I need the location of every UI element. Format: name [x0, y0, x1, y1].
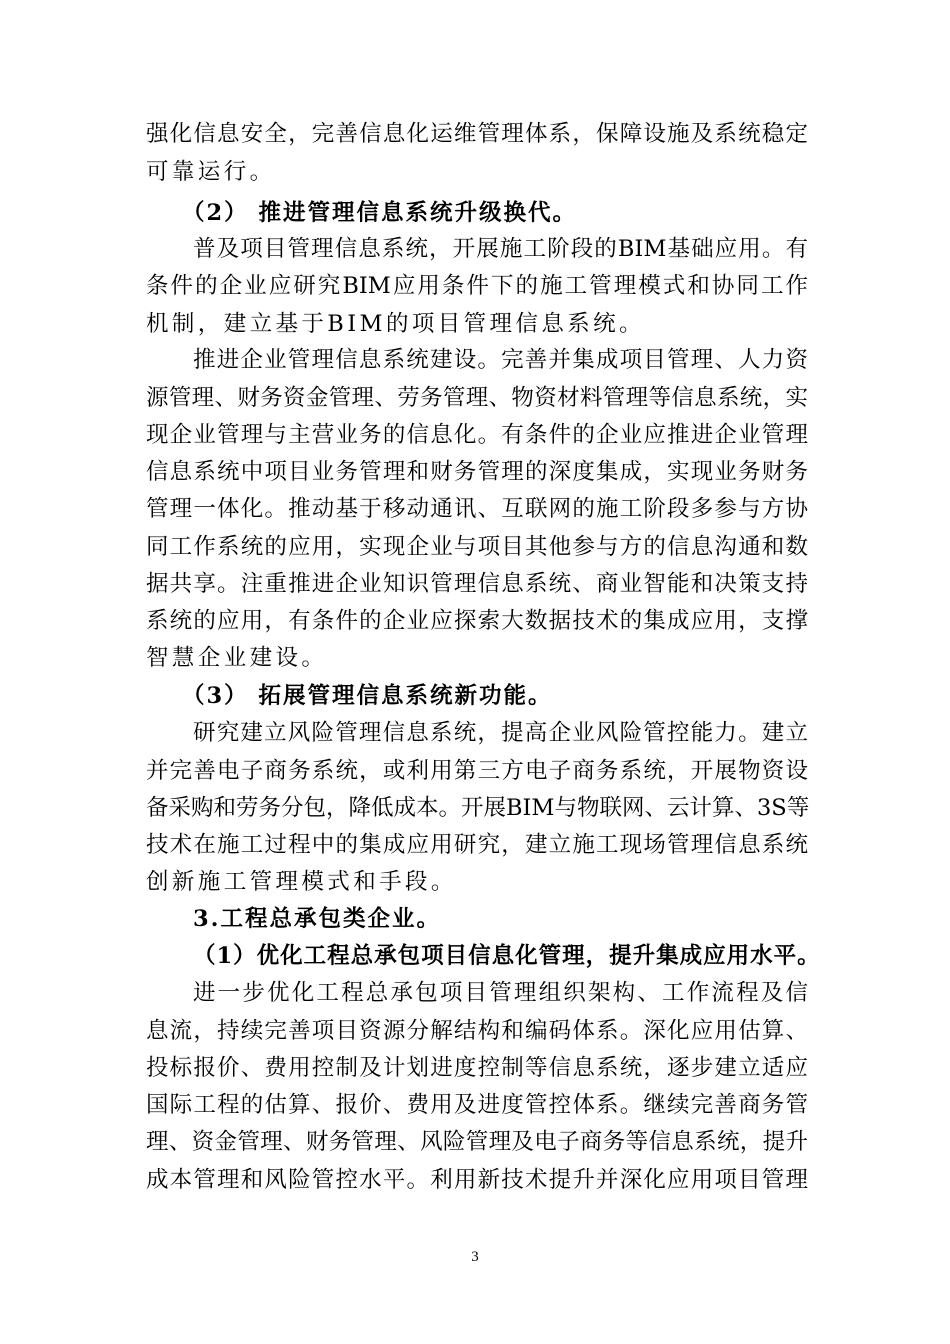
body-text-line: 管理一体化。推动基于移动通讯、互联网的施工阶段多参与方协 — [146, 496, 808, 522]
body-text-line: 成本管理和风险管控水平。利用新技术提升并深化应用项目管理 — [146, 1167, 808, 1193]
body-text-line: 信息系统中项目业务管理和财务管理的深度集成，实现业务财务 — [146, 459, 808, 485]
body-text-line: 条件的企业应研究BIM应用条件下的施工管理模式和协同工作 — [146, 273, 808, 299]
paragraph-first-line: 进一步优化工程总承包项目管理组织架构、工作流程及信 — [193, 980, 808, 1006]
body-text-line: 备采购和劳务分包，降低成本。开展BIM与物联网、云计算、3S等 — [146, 795, 810, 821]
page-number: 3 — [471, 1249, 479, 1265]
paragraph-first-line: 普及项目管理信息系统，开展施工阶段的BIM基础应用。有 — [193, 236, 808, 262]
body-text-line: 技术在施工过程中的集成应用研究，建立施工现场管理信息系统 — [146, 832, 808, 858]
body-text-line: 系统的应用，有条件的企业应探索大数据技术的集成应用，支撑 — [146, 608, 808, 634]
body-text-line: 息流，持续完善项目资源分解结构和编码体系。深化应用估算、 — [146, 1018, 808, 1044]
body-text-line: 可靠运行。 — [146, 159, 276, 185]
body-text-line: 理、资金管理、财务管理、风险管理及电子商务等信息系统，提升 — [146, 1129, 808, 1155]
body-text-line: 现企业管理与主营业务的信息化。有条件的企业应推进企业管理 — [146, 422, 808, 448]
section-heading: （3） 拓展管理信息系统新功能。 — [182, 683, 553, 709]
body-text-line: 同工作系统的应用，实现企业与项目其他参与方的信息沟通和数 — [146, 534, 808, 560]
paragraph-first-line: 推进企业管理信息系统建设。完善并集成项目管理、人力资 — [193, 347, 808, 373]
paragraph-first-line: 研究建立风险管理信息系统，提高企业风险管控能力。建立 — [193, 720, 808, 746]
body-text-line: 并完善电子商务系统，或利用第三方电子商务系统，开展物资设 — [146, 758, 808, 784]
section-heading: （2） 推进管理信息系统升级换代。 — [182, 200, 577, 226]
section-heading: 3.工程总承包类企业。 — [193, 906, 441, 932]
body-text-line: 强化信息安全，完善信息化运维管理体系，保障设施及系统稳定 — [146, 121, 808, 147]
body-text-line: 智慧企业建设。 — [146, 645, 328, 671]
subsection-heading: （1）优化工程总承包项目信息化管理，提升集成应用水平。 — [193, 943, 821, 969]
body-text-line: 机制，建立基于BIM的项目管理信息系统。 — [146, 311, 645, 337]
body-text-line: 据共享。注重推进企业知识管理信息系统、商业智能和决策支持 — [146, 571, 808, 597]
body-text-line: 国际工程的估算、报价、费用及进度管控体系。继续完善商务管 — [146, 1092, 808, 1118]
body-text-line: 投标报价、费用控制及计划进度控制等信息系统，逐步建立适应 — [146, 1055, 808, 1081]
body-text-line: 源管理、财务资金管理、劳务管理、物资材料管理等信息系统，实 — [146, 385, 808, 411]
body-text-line: 创新施工管理模式和手段。 — [146, 869, 457, 895]
